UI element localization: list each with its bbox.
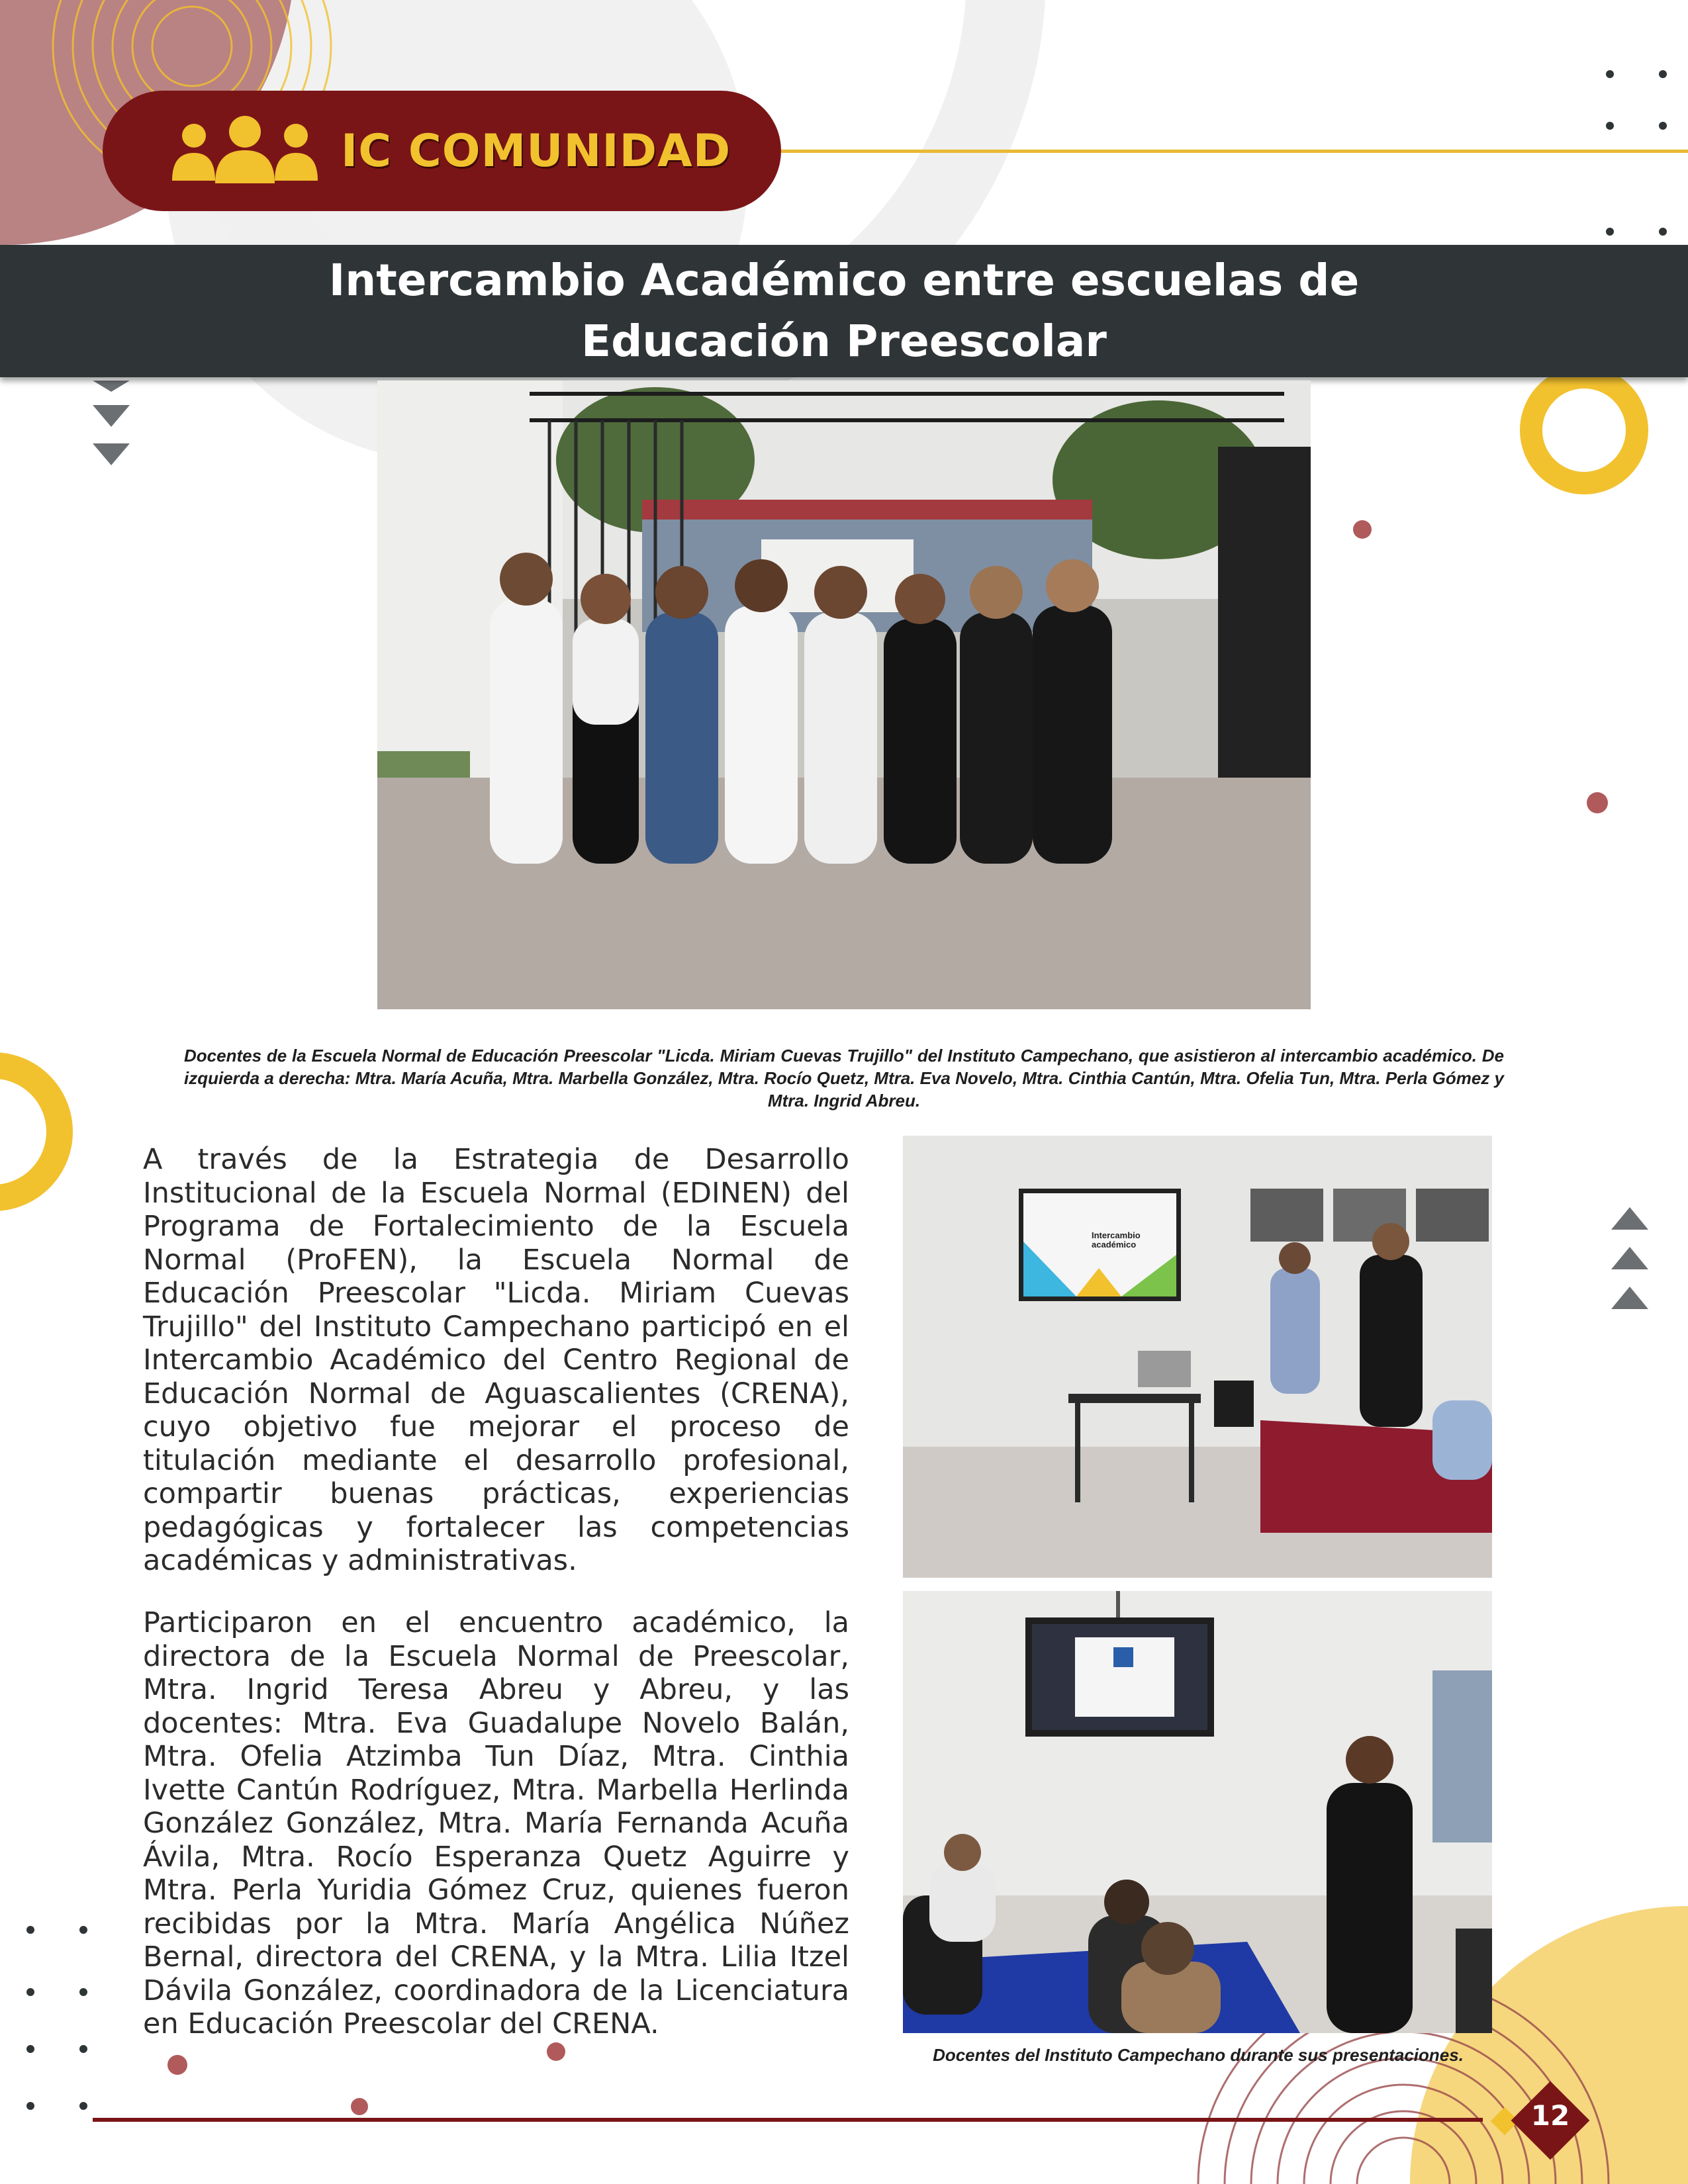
page-number: 12 <box>1530 2099 1570 2132</box>
header-rule <box>781 150 1688 153</box>
section-label: IC COMUNIDAD <box>341 124 731 177</box>
page-title: Intercambio Académico entre escuelas de Educación Preescolar <box>328 255 1360 367</box>
people-group-icon <box>169 114 321 187</box>
article-paragraph-1: A través de la Estrategia de Desarrollo Institucional de la Escuela Normal (EDINEN) del Programa de Fortalecimiento de la Escuela Normal (ProFEN), la Escuela Normal de Educación Preescolar "Licda. Miriam Cuevas Trujillo" del Instituto Campechano participó en el Intercambio Académico del Centro Regional de Educación Normal de Aguascalientes (CRENA), cuyo objetivo fue mejorar el proceso de titulación mediante el desarrollo profesional, compartir buenas prácticas, experiencias pedagógicas y fortalecer las competencias académicas y administrativas. <box>143 1143 849 1577</box>
presentation-photo-1 <box>903 1136 1492 1578</box>
group-photo-caption: Docentes de la Escuela Normal de Educación Preescolar "Licda. Miriam Cuevas Trujillo" del Instituto Campechano, que asistieron al intercambio académico. De izquierda a derecha: Mtra. María Acuña, Mtra. Marbella González, Mtra. Rocío Quetz, Mtra. Eva Novelo, Mtra. Cinthia Cantún, Mtra. Ofelia Tun, Mtra. Perla Gómez y Mtra. Ingrid Abreu. <box>184 1046 1504 1111</box>
presentation-photo-2 <box>903 1591 1492 2033</box>
group-photo <box>377 381 1311 1009</box>
presentations-caption: Docentes del Instituto Campechano durante sus presentaciones. <box>933 2045 1464 2065</box>
footer-rule <box>93 2118 1483 2122</box>
article-paragraph-2: Participaron en el encuentro académico, la directora de la Escuela Normal de Preescolar, Mtra. Ingrid Teresa Abreu y Abreu, y las docentes: Mtra. Eva Guadalupe Novelo Balán, Mtra. Ofelia Atzimba Tun Díaz, Mtra. Cinthia Ivette Cantún Rodríguez, Mtra. Marbella Herlinda González González, Mtra. María Fernanda Acuña Ávila, Mtra. Rocío Esperanza Quetz Aguirre y Mtra. Perla Yuridia Gómez Cruz, quienes fueron recibidas por la Mtra. María Angélica Núñez Bernal, directora del CRENA, y la Mtra. Lilia Itzel Dávila González, coordinadora de la Licenciatura en Educación Preescolar del CRENA. <box>143 1606 849 2040</box>
section-pill <box>103 91 781 211</box>
screen-slide-text: Intercambio académico <box>1092 1230 1141 1250</box>
title-band <box>0 245 1688 377</box>
